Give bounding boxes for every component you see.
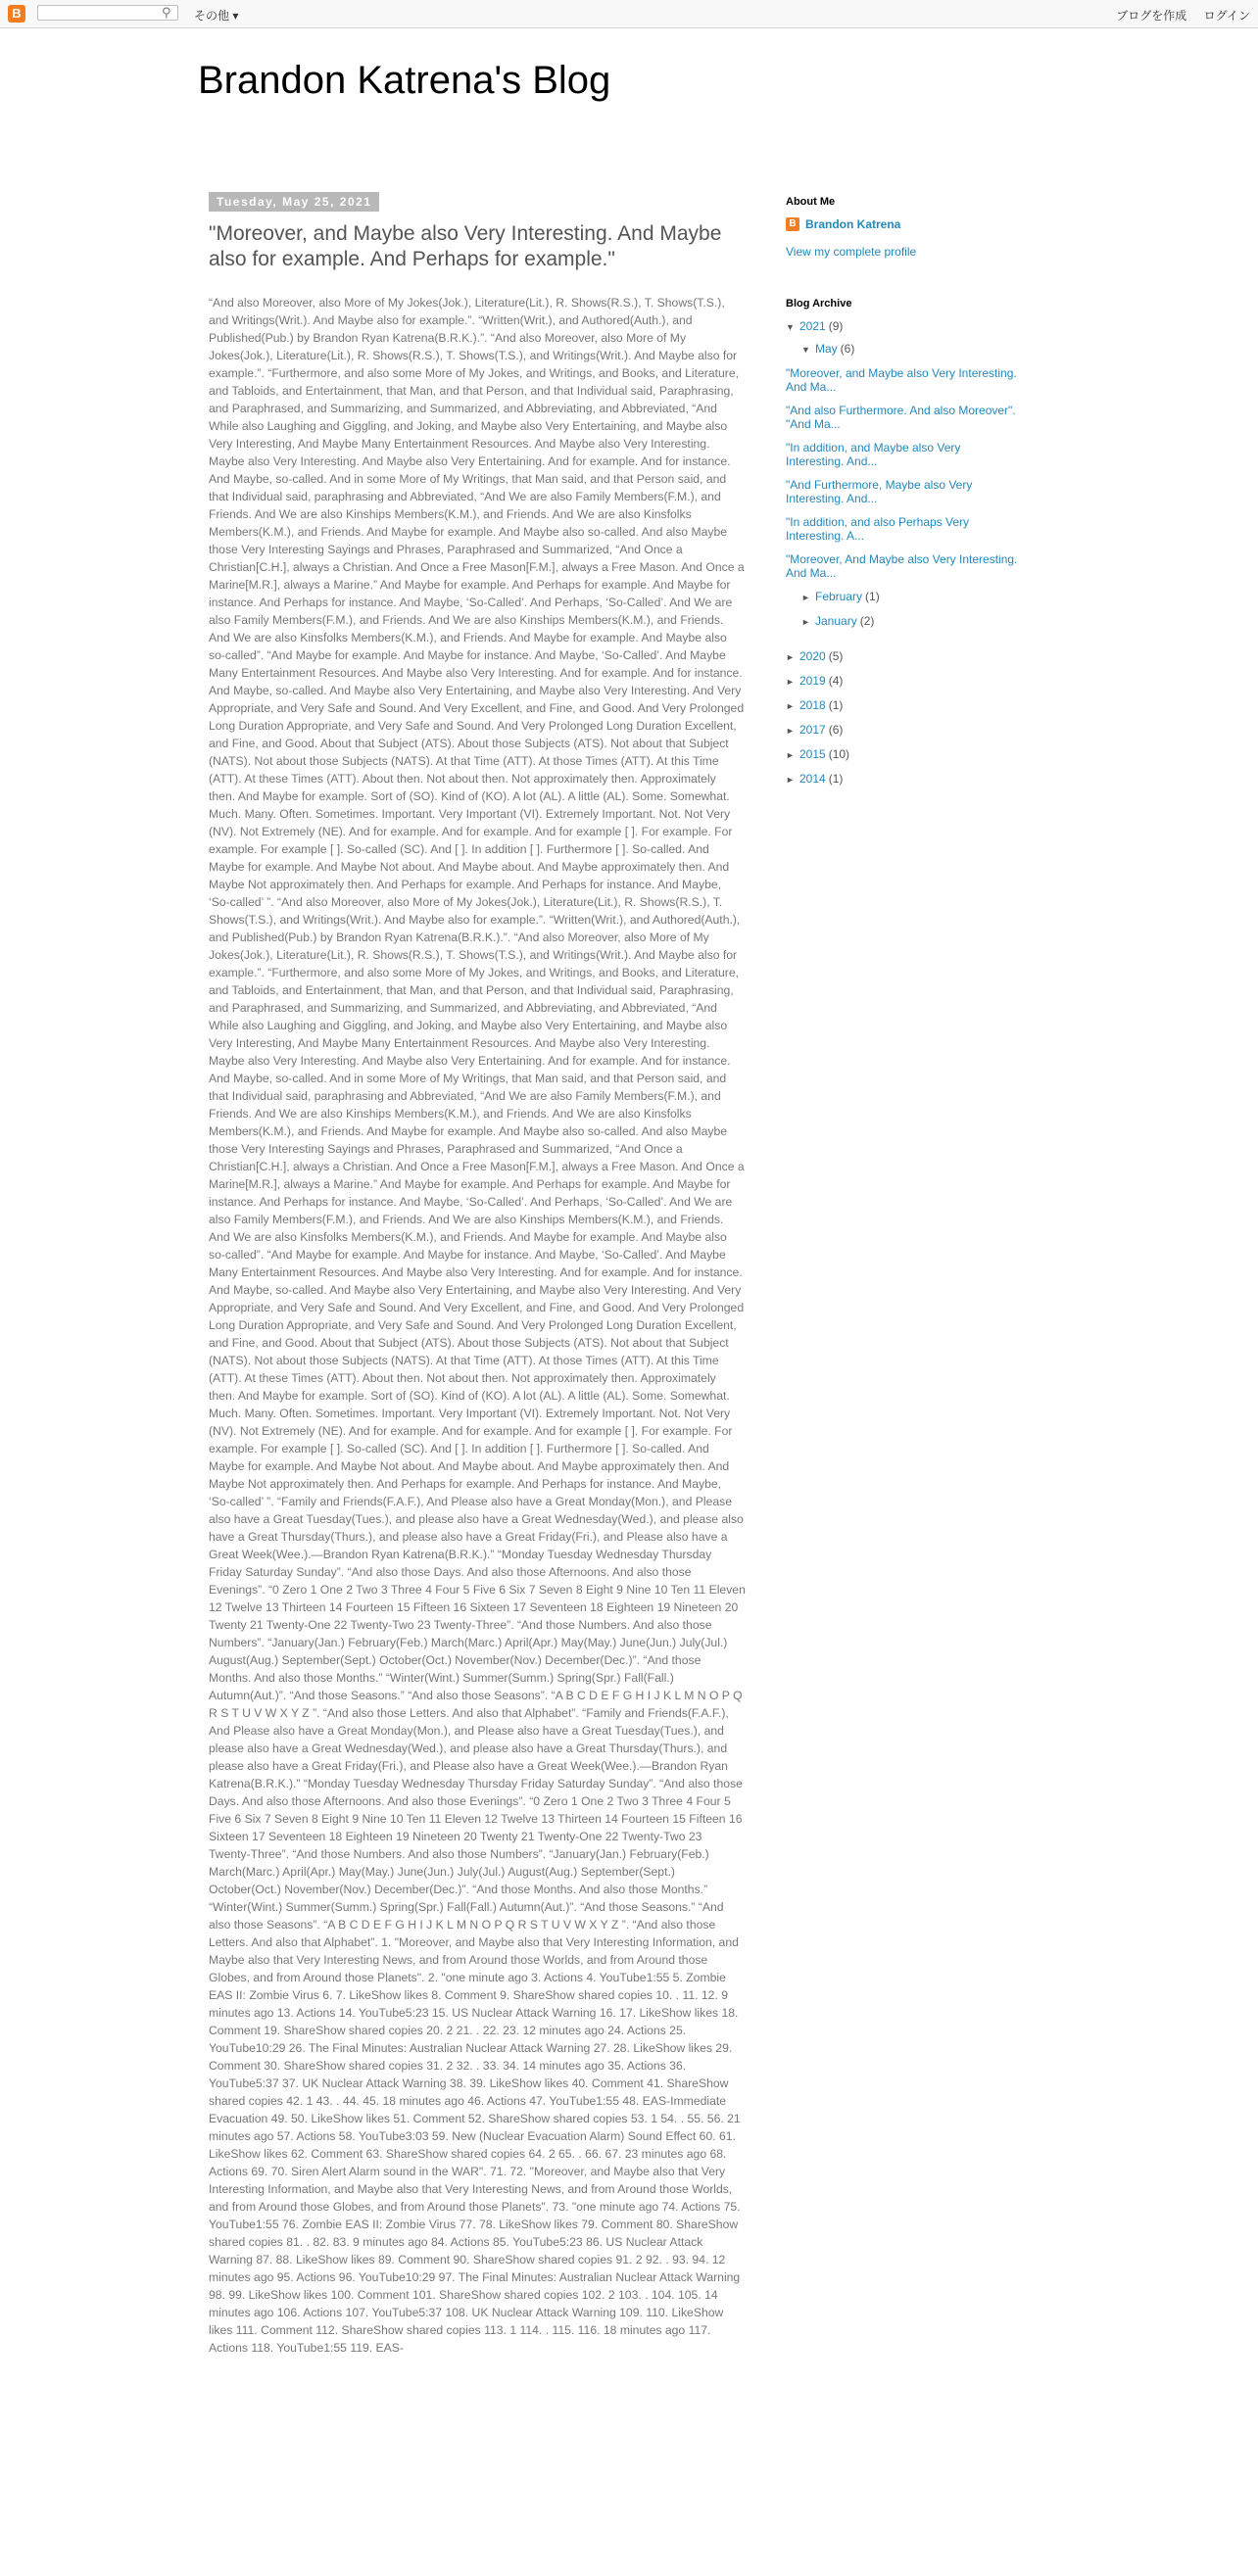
post-count: (6) — [828, 723, 844, 737]
blog-title[interactable]: Brandon Katrena's Blog — [198, 59, 611, 102]
search-input[interactable] — [37, 5, 178, 21]
archive-post-link[interactable]: "And also Furthermore. And also Moreover". "And Ma... — [786, 404, 1016, 431]
archive-year-2019 — [786, 674, 1021, 688]
expand-toggle-icon[interactable]: ► — [801, 593, 810, 602]
archive-year-link[interactable]: 2018 — [799, 698, 826, 712]
post-count: (1) — [865, 590, 880, 603]
author-name-link[interactable]: Brandon Katrena — [805, 217, 901, 231]
archive-month-link[interactable]: January — [815, 614, 857, 628]
post-count: (6) — [840, 342, 855, 356]
archive-month-link[interactable]: February — [815, 590, 863, 603]
list-item — [786, 478, 1021, 505]
list-item — [786, 366, 1021, 394]
login-link[interactable]: ログイン — [1203, 9, 1250, 23]
blogger-profile-icon: B — [786, 217, 799, 231]
list-item — [786, 552, 1021, 580]
top-navbar — [0, 0, 1258, 28]
archive-year-link[interactable]: 2020 — [799, 649, 826, 663]
archive-post-link[interactable]: "In addition, and also Perhaps Very Interesting. A... — [786, 515, 970, 543]
post-body: “And also Moreover, also More of My Jokes(Jok.), Literature(Lit.), R. Shows(R.S.), T. Shows(T.S.), and Writings(Writ.). And Maybe also for example.”. “Written(Writ.), and Authored(Auth.), and Published(Pub.) by Brandon Ryan Katrena(B.R.K.).”. “And also Moreover, also More of My Jokes(Jok.), Literature(Lit.), R. Shows(R.S.), T. Shows(T.S.), and Writings(Writ.). And Maybe also for example.”. “Furthermore, and also some More of My Jokes, and Writings, and Books, and Literature, and Tabloids, and Entertainment, that Man, and that Person, and that Individual said, Paraphrasing, and Paraphrased, and Summarizing, and Summarized, and Abbreviating, and Abbreviated, “And While also Laughing and Giggling, and Joking, and Maybe also Very Entertaining, and Maybe also Very Interesting, And Maybe Many Entertainment Resources. And Maybe also Very Interesting. Maybe also Very Interesting. And Maybe also Very Entertaining. And for example. And for instance. And Maybe, so-called. And in some More of My Writings, that Man said, and that Person said, and that Individual said, paraphrasing and Abbreviated, “And We are also Family Members(F.M.), and Friends. And We are also Kinships Members(K.M.), and Friends. And We are also Kinsfolks Members(K.M.), and Friends. And Maybe for example. And Maybe also so-called. And also Maybe those Very Interesting Sayings and Phrases, Paraphrased and Summarized, “And Once a Christian[C.H.], always a Christian. And Once a Free Mason[F.M.], always a Free Mason. And Once a Marine[M.R.], always a Marine.” And Maybe for example. And Perhaps for example. And Maybe for instance. And Perhaps for instance. And Maybe, ‘So-Called’. And Perhaps, ‘So-Called’. And We are also Family Members(F.M.), and Friends. And We are also Kinships Members(K.M.), and Friends. And We are also Kinsfolks Members(K.M.), and Friends. And Maybe for example. And Maybe also so-called”. “And Maybe for example. And Maybe for instance. And Maybe, ‘So-Called’. And Maybe Many Entertainment Resources. And Maybe also Very Interesting. And for example. And for instance. And Maybe, so-called. And Maybe also Very Entertaining, and Maybe also Very Interesting. And Very Appropriate, and Very Safe and Sound. And Very Excellent, and Fine, and Good. And Very Prolonged Long Duration Appropriate, and Very Safe and Sound. And Very Prolonged Long Duration Excellent, and Fine, and Good. About that Subject (ATS). About those Subjects (ATS). Not about that Subject (NATS). Not about those Subjects (NATS). At that Time (ATT). At those Times (ATT). At this Time (ATT). At these Times (ATT). About then. Not about then. Not approximately then. Approximately then. And Maybe for example. Sort of (SO). Kind of (KO). A lot (AL). A little (AL). Some. Somewhat. Much. Many. Often. Sometimes. Important. Very Important (VI). Extremely Important. Not. Not Very (NV). Not Extremely (NE). And for example. And for example. And for example [ ]. For example. For example. For example [ ]. So-called (SC). And [ ]. In addition [ ]. Furthermore [ ]. So-called. And Maybe for example. And Maybe Not about. And Maybe about. And Maybe approximately then. And Maybe Not approximately then. And Perhaps for example. And Perhaps for instance. And Maybe, ‘So-called’ ”. “And also Moreover, also More of My Jokes(Jok.), Literature(Lit.), R. Shows(R.S.), T. Shows(T.S.), and Writings(Writ.). And Maybe also for example.”. “Written(Writ.), and Authored(Auth.), and Published(Pub.) by Brandon Ryan Katrena(B.R.K.).”. “And also Moreover, also More of My Jokes(Jok.), Literature(Lit.), R. Shows(R.S.), T. Shows(T.S.), and Writings(Writ.). And Maybe also for example.”. “Furthermore, and also some More of My Jokes, and Writings, and Books, and Literature, and Tabloids, and Entertainment, that Man, and that Person, and that Individual said, Paraphrasing, and Paraphrased, and Summarizing, and Summarized, and Abbreviating, and Abbreviated, “And While also Laughing and Giggling, and Joking, and Maybe also Very Entertaining, and Maybe also Very Interesting, And Maybe Many Entertainment Resources. And Maybe also Very Interesting. Maybe also Very Interesting. And Maybe also Very Entertaining. And for example. And for instance. And Maybe, so-called. And in some More of My Writings, that Man said, and that Person said, and that Individual said, paraphrasing and Abbreviated, “And We are also Family Members(F.M.), and Friends. And We are also Kinships Members(K.M.), and Friends. And We are also Kinsfolks Members(K.M.), and Friends. And Maybe for example. And Maybe also so-called. And also Maybe those Very Interesting Sayings and Phrases, Paraphrased and Summarized, “And Once a Christian[C.H.], always a Christian. And Once a Free Mason[F.M.], always a Free Mason. And Once a Marine[M.R.], always a Marine.” And Maybe for example. And Perhaps for example. And Maybe for instance. And Perhaps for instance. And Maybe, ‘So-Called’. And Perhaps, ‘So-Called’. And We are also Family Members(F.M.), and Friends. And We are also Kinships Members(K.M.), and Friends. And We are also Kinsfolks Members(K.M.), and Friends. And Maybe for example. And Maybe also so-called”. “And Maybe for example. And Maybe for instance. And Maybe, ‘So-Called’. And Maybe Many Entertainment Resources. And Maybe also Very Interesting. And for example. And for instance. And Maybe, so-called. And Maybe also Very Entertaining, and Maybe also Very Interesting. And Very Appropriate, and Very Safe and Sound. And Very Excellent, and Fine, and Good. And Very Prolonged Long Duration Appropriate, and Very Safe and Sound. And Very Prolonged Long Duration Excellent, and Fine, and Good. About that Subject (ATS). About those Subjects (ATS). Not about that Subject (NATS). Not about those Subjects (NATS). At that Time (ATT). At those Times (ATT). At this Time (ATT). At these Times (ATT). About then. Not about then. Not approximately then. Approximately then. And Maybe for example. Sort of (SO). Kind of (KO). A lot (AL). A little (AL). Some. Somewhat. Much. Many. Often. Sometimes. Important. Very Important (VI). Extremely Important. Not. Not Very (NV). Not Extremely (NE). And for example. And for example. And for example [ ]. For example. For example. For example [ ]. So-called (SC). And [ ]. In addition [ ]. Furthermore [ ]. So-called. And Maybe for example. And Maybe Not about. And Maybe about. And Maybe approximately then. And Maybe Not approximately then. And Perhaps for example. And Perhaps for instance. And Maybe, ‘So-called’ ”. “Family and Friends(F.A.F.), And Please also have a Great Monday(Mon.), and Please also have a Great Tuesday(Tues.), and please also have a Great Wednesday(Wed.), and please also have a Great Thursday(Thurs.), and please also have a Great Friday(Fri.), and Please also have a Great Week(Wee.).—Brandon Ryan Katrena(B.R.K.).” “Monday Tuesday Wednesday Thursday Friday Saturday Sunday”. “And also those Days. And also those Afternoons. And also those Evenings”. “0 Zero 1 One 2 Two 3 Three 4 Four 5 Five 6 Six 7 Seven 8 Eight 9 Nine 10 Ten 11 Eleven 12 Twelve 13 Thirteen 14 Fourteen 15 Fifteen 16 Sixteen 17 Seventeen 18 Eighteen 19 Nineteen 20 Twenty 21 Twenty-One 22 Twenty-Two 23 Twenty-Three”. “And those Numbers. And also those Numbers”. “January(Jan.) February(Feb.) March(Marc.) April(Apr.) May(May.) June(Jun.) July(Jul.) August(Aug.) September(Sept.) October(Oct.) November(Nov.) December(Dec.)”. “And those Months. And also those Months.” “Winter(Wint.) Summer(Summ.) Spring(Spr.) Fall(Fall.) Autumn(Aut.)”. “And those Seasons.” “And also those Seasons”. “A B C D E F G H I J K L M N O P Q R S T U V W X Y Z ”. “And also those Letters. And also that Alphabet”. “Family and Friends(F.A.F.), And Please also have a Great Monday(Mon.), and Please also have a Great Tuesday(Tues.), and please also have a Great Wednesday(Wed.), and please also have a Great Thursday(Thurs.), and please also have a Great Friday(Fri.), and Please also have a Great Week(Wee.).—Brandon Ryan Katrena(B.R.K.).” “Monday Tuesday Wednesday Thursday Friday Saturday Sunday”. “And also those Days. And also those Afternoons. And also those Evenings”. “0 Zero 1 One 2 Two 3 Three 4 Four 5 Five 6 Six 7 Seven 8 Eight 9 Nine 10 Ten 11 Eleven 12 Twelve 13 Thirteen 14 Fourteen 15 Fifteen 16 Sixteen 17 Seventeen 18 Eighteen 19 Nineteen 20 Twenty 21 Twenty-One 22 Twenty-Two 23 Twenty-Three”. “And those Numbers. And also those Numbers”. “January(Jan.) February(Feb.) March(Marc.) April(Apr.) May(May.) June(Jun.) July(Jul.) August(Aug.) September(Sept.) October(Oct.) November(Nov.) December(Dec.)”. “And those Months. And also those Months.” “Winter(Wint.) Summer(Summ.) Spring(Spr.) Fall(Fall.) Autumn(Aut.)”. “And those Seasons.” “And also those Seasons”. “A B C D E F G H I J K L M N O P Q R S T U V W X Y Z ”. “And also those Letters. And also that Alphabet”. 1. "Moreover, and Maybe also that Very Interesting Information, and Maybe also that Very Interesting News, and from Around those Worlds, and from Around those Globes, and from Around those Planets". 2. "one minute ago 3. Actions 4. YouTube1:55 5. Zombie EAS II: Zombie Virus 6. 7. LikeShow likes 8. Comment 9. ShareShow shared copies 10. . 11. 12. 9 minutes ago 13. Actions 14. YouTube5:23 15. US Nuclear Attack Warning 16. 17. LikeShow likes 18. Comment 19. ShareShow shared copies 20. 2 21. . 22. 23. 12 minutes ago 24. Actions 25. YouTube10:29 26. The Final Minutes: Australian Nuclear Attack Warning 27. 28. LikeShow likes 29. Comment 30. ShareShow shared copies 31. 2 32. . 33. 34. 14 minutes ago 35. Actions 36. YouTube5:37 37. UK Nuclear Attack Warning 38. 39. LikeShow likes 40. Comment 41. ShareShow shared copies 42. 1 43. . 44. 45. 18 minutes ago 46. Actions 47. YouTube1:55 48. EAS-Immediate Evacuation 49. 50. LikeShow likes 51. Comment 52. ShareShow shared copies 53. 1 54. . 55. 56. 21 minutes ago 57. Actions 58. YouTube3:03 59. New (Nuclear Evacuation Alarm) Sound Effect 60. 61. LikeShow likes 62. Comment 63. ShareShow shared copies 64. 2 65. . 66. 67. 23 minutes ago 68. Actions 69. 70. Siren Alert Alarm sound in the WAR". 71. 72. "Moreover, and Maybe also that Very Interesting Information, and Maybe also that Very Interesting News, and from Around those Worlds, and from Around those Globes, and from Around those Planets". 73. "one minute ago 74. Actions 75. YouTube1:55 76. Zombie EAS II: Zombie Virus 77. 78. LikeShow likes 79. Comment 80. ShareShow shared copies 81. . 82. 83. 9 minutes ago 84. Actions 85. YouTube5:23 86. US Nuclear Attack Warning 87. 88. LikeShow likes 89. Comment 90. ShareShow shared copies 91. 2 92. . 93. 94. 12 minutes ago 95. Actions 96. YouTube10:29 97. The Final Minutes: Australian Nuclear Attack Warning 98. 99. LikeShow likes 100. Comment 101. ShareShow shared copies 102. 2 103. . 104. 105. 14 minutes ago 106. Actions 107. YouTube5:37 108. UK Nuclear Attack Warning 109. 110. LikeShow likes 111. Comment 112. ShareShow shared copies 113. 1 114. . 115. 116. 18 minutes ago 117. Actions 118. YouTube1:55 119. EAS- — [209, 296, 746, 2355]
expand-toggle-icon[interactable]: ► — [786, 701, 795, 711]
post-count: (10) — [828, 747, 850, 761]
expand-toggle-icon[interactable]: ▼ — [786, 322, 795, 332]
archive-month-link[interactable]: May — [815, 342, 838, 356]
post-count: (9) — [828, 319, 844, 333]
post-title[interactable]: "Moreover, and Maybe also Very Interesting. And Maybe also for example. And Perhaps for example." — [209, 222, 722, 270]
expand-toggle-icon[interactable]: ▼ — [801, 345, 810, 355]
post-count: (2) — [859, 614, 875, 628]
archive-year-2014 — [786, 772, 1021, 786]
archive-year-link[interactable]: 2021 — [799, 319, 826, 333]
author-row — [786, 217, 1021, 231]
nav-right-links — [1102, 7, 1250, 24]
expand-toggle-icon[interactable]: ► — [801, 617, 810, 627]
more-label: その他 — [194, 9, 230, 23]
archive-post-link[interactable]: "In addition, and Maybe also Very Interesting. And... — [786, 441, 961, 468]
post-date: Tuesday, May 25, 2021 — [209, 192, 379, 212]
archive-post-link[interactable]: "And Furthermore, Maybe also Very Interesting. And... — [786, 478, 973, 505]
expand-toggle-icon[interactable]: ► — [786, 726, 795, 736]
archive-month-january — [801, 614, 1021, 628]
archive-year-link[interactable]: 2017 — [799, 723, 826, 737]
blog-archive-title: Blog Archive — [786, 298, 852, 310]
more-menu[interactable] — [194, 7, 238, 24]
list-item — [786, 441, 1021, 468]
post-count: (5) — [828, 649, 844, 663]
post-count: (4) — [828, 674, 844, 688]
archive-post-link[interactable]: "Moreover, And Maybe also Very Interesting. And Ma... — [786, 552, 1018, 580]
archive-month-february — [801, 590, 1021, 603]
archive-year-2015 — [786, 747, 1021, 761]
archive-year-2020 — [786, 649, 1021, 663]
archive-year-link[interactable]: 2014 — [799, 772, 826, 786]
about-me-widget — [786, 196, 1021, 261]
expand-toggle-icon[interactable]: ► — [786, 677, 795, 687]
archive-year-2021 — [786, 319, 1021, 356]
archive-year-link[interactable]: 2019 — [799, 674, 826, 688]
archive-month-may — [801, 342, 1021, 356]
list-item — [786, 404, 1021, 431]
archive-year-link[interactable]: 2015 — [799, 747, 826, 761]
archive-year-2018 — [786, 698, 1021, 712]
dropdown-caret-icon: ▾ — [232, 9, 239, 23]
blog-archive-widget — [786, 298, 1021, 786]
list-item — [786, 515, 1021, 543]
about-me-title: About Me — [786, 196, 836, 208]
expand-toggle-icon[interactable]: ► — [786, 775, 795, 785]
view-profile-link[interactable]: View my complete profile — [786, 245, 917, 259]
post-count: (1) — [828, 772, 844, 786]
main-column — [209, 192, 746, 2576]
sidebar — [786, 196, 1021, 796]
create-blog-link[interactable]: ブログを作成 — [1116, 9, 1187, 23]
archive-post-link[interactable]: "Moreover, and Maybe also Very Interesting. And Ma... — [786, 366, 1017, 394]
archive-year-2017 — [786, 723, 1021, 737]
blogger-logo-icon[interactable]: B — [8, 5, 25, 23]
post-count: (1) — [828, 698, 844, 712]
search-icon[interactable]: ⚲ — [162, 5, 171, 20]
expand-toggle-icon[interactable]: ► — [786, 652, 795, 662]
may-post-list — [786, 366, 1021, 580]
expand-toggle-icon[interactable]: ► — [786, 750, 795, 760]
